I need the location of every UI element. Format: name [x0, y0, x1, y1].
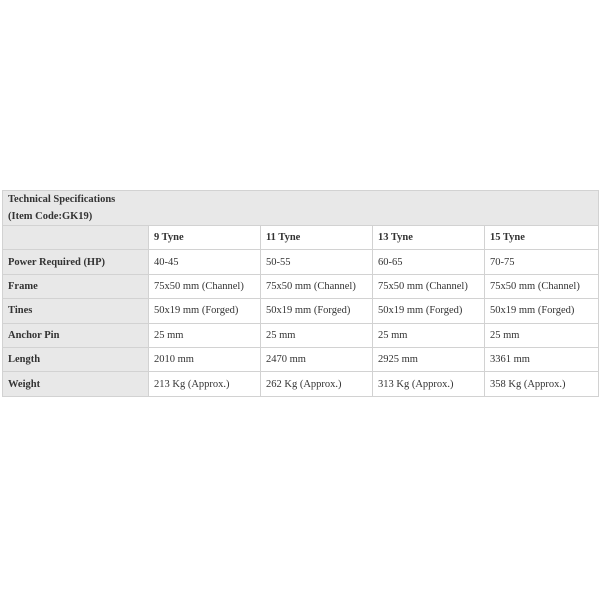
- table-cell: 25 mm: [485, 323, 599, 347]
- header-corner-cell: [3, 226, 149, 250]
- table-cell: 50x19 mm (Forged): [261, 299, 373, 323]
- column-header-13-tyne: 13 Tyne: [373, 226, 485, 250]
- table-cell: 358 Kg (Approx.): [485, 372, 599, 396]
- row-label: Tines: [3, 299, 149, 323]
- table-row: [3, 250, 599, 274]
- table-cell: 213 Kg (Approx.): [149, 372, 261, 396]
- column-header-15-tyne: 15 Tyne: [485, 226, 599, 250]
- table-title: Technical Specifications: [8, 194, 116, 205]
- table-cell: 60-65: [373, 250, 485, 274]
- technical-specifications-table: [2, 190, 599, 397]
- table-cell: 50x19 mm (Forged): [373, 299, 485, 323]
- table-cell: 50x19 mm (Forged): [485, 299, 599, 323]
- table-cell: 313 Kg (Approx.): [373, 372, 485, 396]
- table-cell: 75x50 mm (Channel): [485, 274, 599, 298]
- table-cell: 50-55: [261, 250, 373, 274]
- table-cell: 2010 mm: [149, 347, 261, 371]
- table-row: [3, 323, 599, 347]
- row-label: Length: [3, 347, 149, 371]
- row-label: Frame: [3, 274, 149, 298]
- row-label: Power Required (HP): [3, 250, 149, 274]
- table-cell: 25 mm: [149, 323, 261, 347]
- table-cell: 3361 mm: [485, 347, 599, 371]
- table-subtitle: (Item Code:GK19): [8, 211, 93, 222]
- column-header-9-tyne: 9 Tyne: [149, 226, 261, 250]
- table-title-row: [3, 191, 599, 226]
- table-cell: 25 mm: [261, 323, 373, 347]
- table-cell: 75x50 mm (Channel): [261, 274, 373, 298]
- table-row: [3, 347, 599, 371]
- row-label: Weight: [3, 372, 149, 396]
- column-header-11-tyne: 11 Tyne: [261, 226, 373, 250]
- table-row: [3, 372, 599, 396]
- table-cell: 262 Kg (Approx.): [261, 372, 373, 396]
- table-cell: 70-75: [485, 250, 599, 274]
- table-cell: 25 mm: [373, 323, 485, 347]
- row-label: Anchor Pin: [3, 323, 149, 347]
- table-cell: 40-45: [149, 250, 261, 274]
- table-cell: 75x50 mm (Channel): [373, 274, 485, 298]
- table-cell: 75x50 mm (Channel): [149, 274, 261, 298]
- table-row: [3, 299, 599, 323]
- table-cell: 2470 mm: [261, 347, 373, 371]
- column-header-row: [3, 226, 599, 250]
- table-title-cell: [3, 191, 599, 226]
- table-cell: 50x19 mm (Forged): [149, 299, 261, 323]
- table-cell: 2925 mm: [373, 347, 485, 371]
- table-row: [3, 274, 599, 298]
